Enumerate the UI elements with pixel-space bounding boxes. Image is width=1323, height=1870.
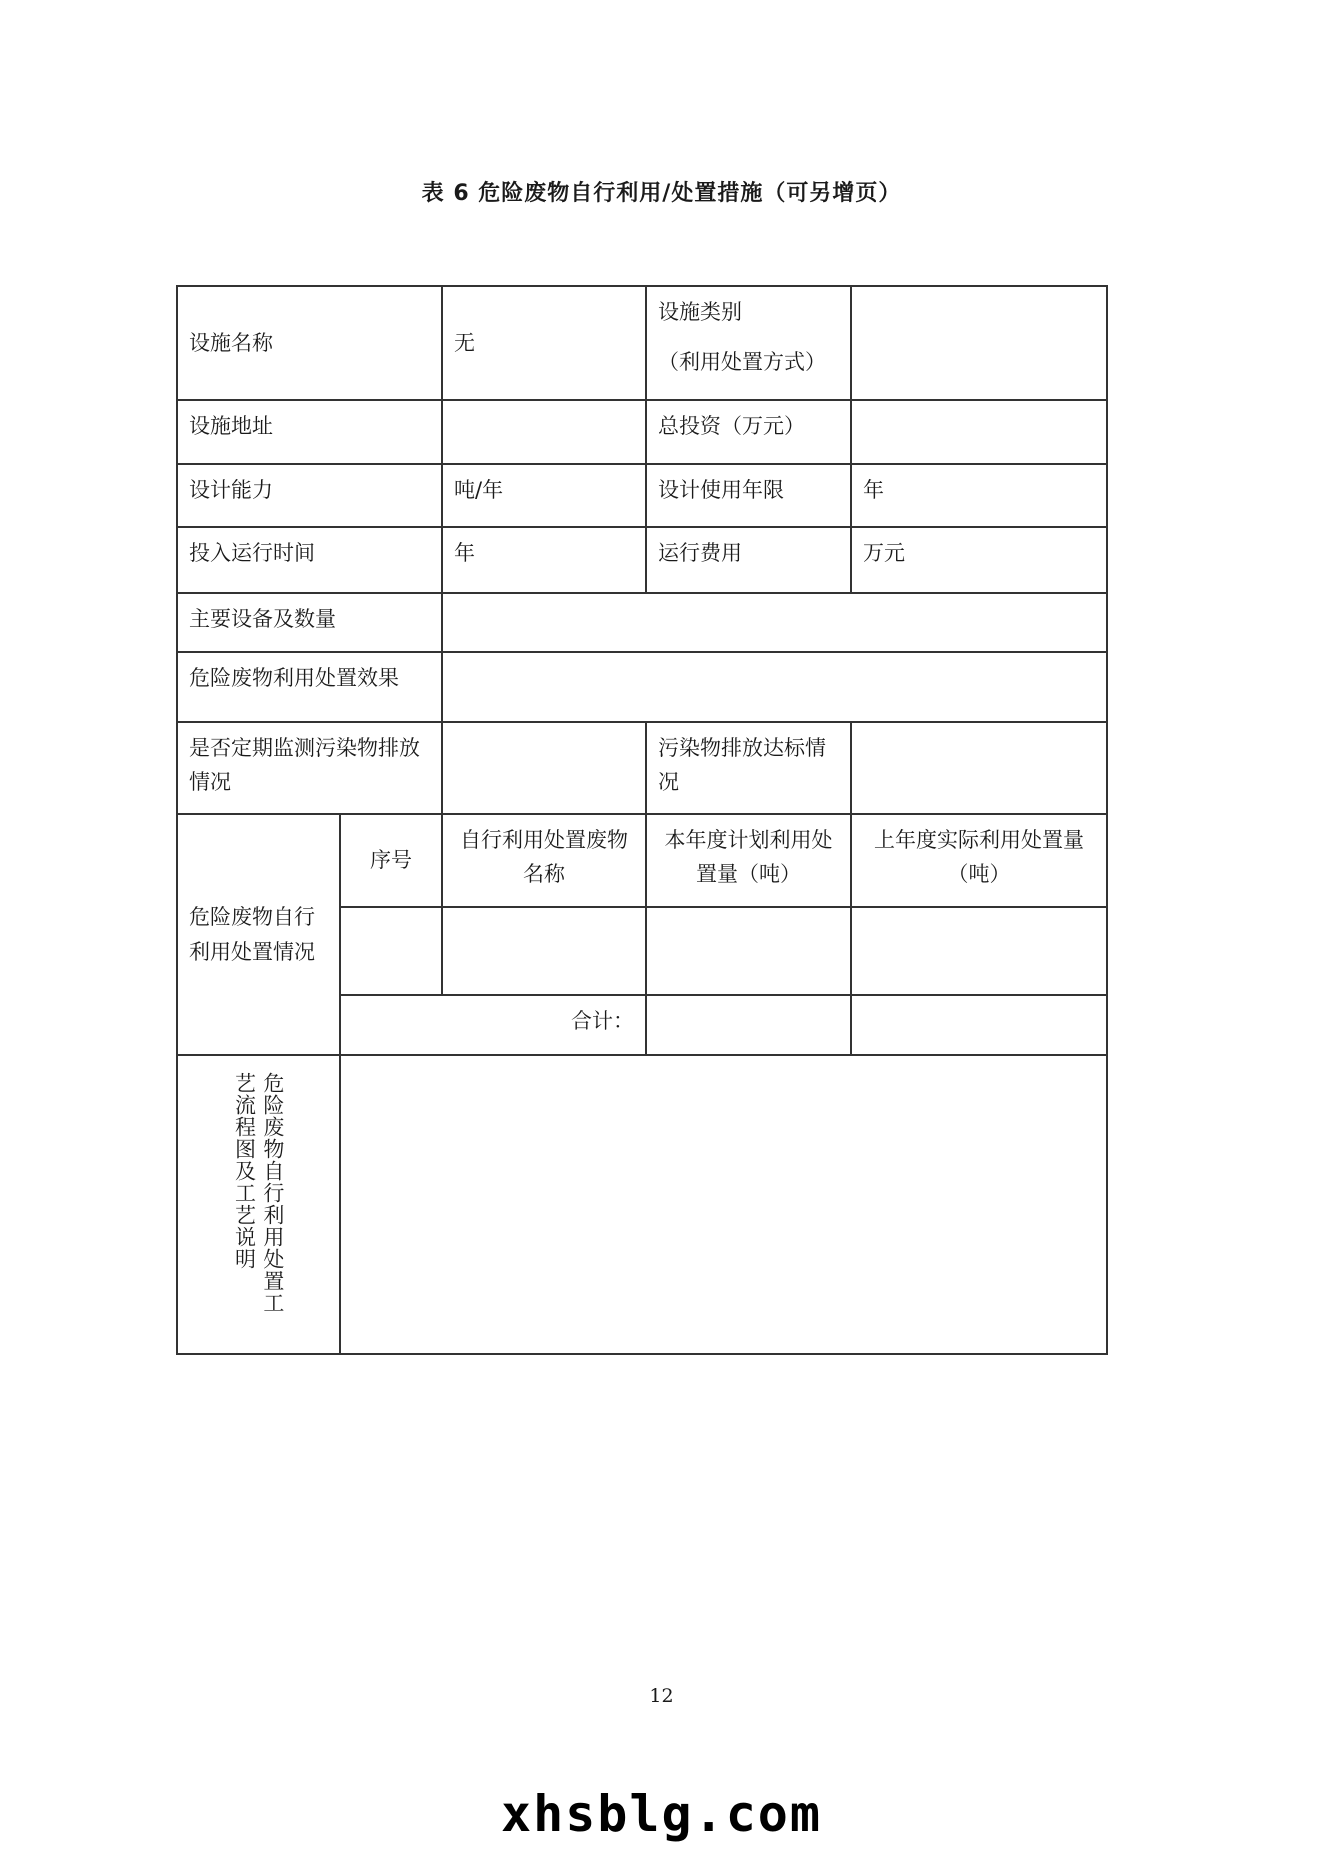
seq-cell[interactable] (340, 907, 442, 995)
page-number: 12 (649, 1685, 674, 1707)
operating-cost-value[interactable]: 万元 (851, 527, 1107, 593)
column-header-actual-amount: 上年度实际利用处置量（吨） (851, 814, 1107, 907)
total-planned-cell[interactable] (646, 995, 851, 1055)
monitoring-value[interactable] (442, 722, 646, 814)
facility-type-value[interactable] (851, 286, 1107, 400)
self-disposal-section-label: 危险废物自行利用处置情况 (177, 814, 340, 1055)
facility-name-value[interactable]: 无 (442, 286, 646, 400)
emission-label: 污染物排放达标情况 (646, 722, 851, 814)
main-equipment-value[interactable] (442, 593, 1107, 652)
column-header-planned-amount: 本年度计划利用处置量（吨） (646, 814, 851, 907)
process-content[interactable] (340, 1055, 1107, 1354)
watermark: xhsblg.com (500, 1785, 823, 1843)
planned-amount-cell[interactable] (646, 907, 851, 995)
process-label: 危险废物自行利用处置工艺流程图及工艺说明 (232, 1072, 285, 1314)
facility-type-label-text: 设施类别 (658, 300, 742, 324)
design-life-value[interactable]: 年 (851, 464, 1107, 527)
design-capacity-value[interactable]: 吨/年 (442, 464, 646, 527)
main-equipment-label: 主要设备及数量 (177, 593, 442, 652)
disposal-effect-value[interactable] (442, 652, 1107, 722)
total-actual-cell[interactable] (851, 995, 1107, 1055)
total-label: 合计： (340, 995, 646, 1055)
design-life-label: 设计使用年限 (646, 464, 851, 527)
operating-cost-label: 运行费用 (646, 527, 851, 593)
total-investment-value[interactable] (851, 400, 1107, 464)
facility-address-value[interactable] (442, 400, 646, 464)
facility-type-sublabel: （利用处置方式） (658, 350, 826, 375)
operation-start-value[interactable]: 年 (442, 527, 646, 593)
facility-name-label: 设施名称 (177, 286, 442, 400)
column-header-waste-name: 自行利用处置废物名称 (442, 814, 646, 907)
hazardous-waste-disposal-table (176, 285, 1108, 1355)
emission-value[interactable] (851, 722, 1107, 814)
waste-name-cell[interactable] (442, 907, 646, 995)
facility-type-label (646, 286, 851, 400)
actual-amount-cell[interactable] (851, 907, 1107, 995)
facility-address-label: 设施地址 (177, 400, 442, 464)
column-header-seq: 序号 (340, 814, 442, 907)
page-title: 表 6 危险废物自行利用/处置措施（可另增页） (421, 181, 902, 206)
operation-start-label: 投入运行时间 (177, 527, 442, 593)
design-capacity-label: 设计能力 (177, 464, 442, 527)
total-investment-label: 总投资（万元） (646, 400, 851, 464)
disposal-effect-label: 危险废物利用处置效果 (177, 652, 442, 722)
process-label-cell (177, 1055, 340, 1354)
monitoring-label: 是否定期监测污染物排放情况 (177, 722, 442, 814)
